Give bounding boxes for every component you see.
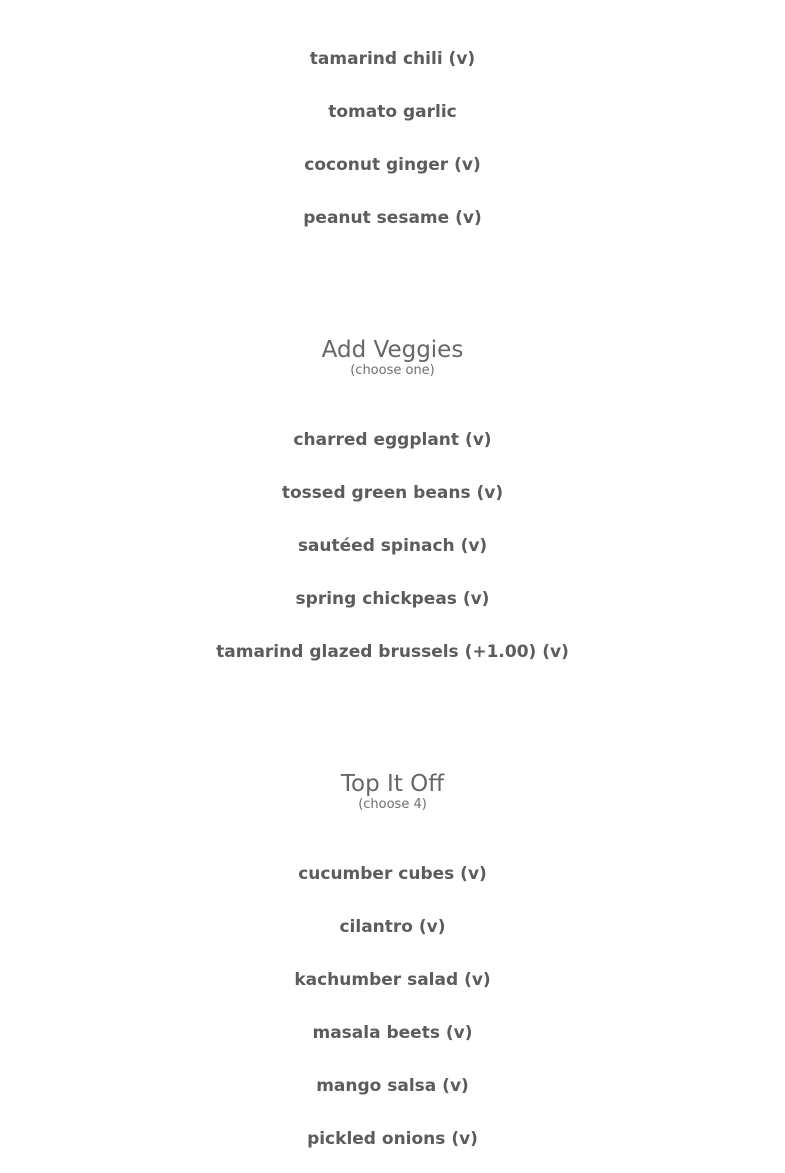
option-masala-beets[interactable]: masala beets (v) <box>312 1023 473 1043</box>
option-kachumber-salad[interactable]: kachumber salad (v) <box>294 970 491 990</box>
option-charred-eggplant[interactable]: charred eggplant (v) <box>293 430 492 450</box>
option-tamarind-chili[interactable]: tamarind chili (v) <box>309 49 476 69</box>
option-mango-salsa[interactable]: mango salsa (v) <box>316 1076 469 1096</box>
option-coconut-ginger[interactable]: coconut ginger (v) <box>304 155 481 175</box>
option-tamarind-glazed-brussels[interactable]: tamarind glazed brussels (+1.00) (v) <box>216 642 569 662</box>
option-tomato-garlic[interactable]: tomato garlic <box>328 102 457 122</box>
section-subtitle-toppings: (choose 4) <box>358 797 427 812</box>
option-peanut-sesame[interactable]: peanut sesame (v) <box>303 208 482 228</box>
section-title-toppings: Top It Off <box>340 771 445 797</box>
option-cilantro[interactable]: cilantro (v) <box>339 917 446 937</box>
option-sauteed-spinach[interactable]: sautéed spinach (v) <box>297 536 488 556</box>
option-spring-chickpeas[interactable]: spring chickpeas (v) <box>295 589 490 609</box>
section-subtitle-veggies: (choose one) <box>350 363 435 378</box>
option-pickled-onions[interactable]: pickled onions (v) <box>307 1129 478 1149</box>
section-title-veggies: Add Veggies <box>321 337 464 363</box>
option-tossed-green-beans[interactable]: tossed green beans (v) <box>281 483 504 503</box>
option-cucumber-cubes[interactable]: cucumber cubes (v) <box>298 864 487 884</box>
